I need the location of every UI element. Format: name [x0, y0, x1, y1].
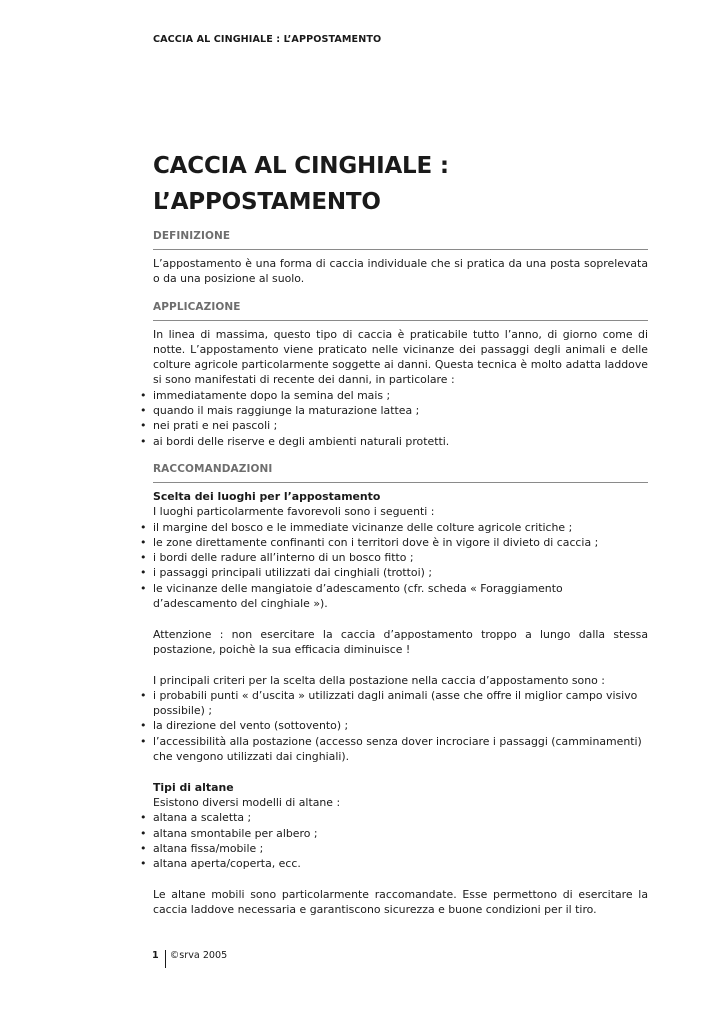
list-item: • le vicinanze delle mangiatoie d’adescamento (cfr. scheda « Foraggiamento d’adescamento del cinghiale »).: [153, 581, 648, 612]
list-item: • quando il mais raggiunge la maturazione lattea ;: [153, 403, 648, 418]
footer-divider: [165, 950, 166, 968]
section-heading-raccomandazioni: RACCOMANDAZIONI: [153, 463, 648, 483]
list-item: • immediatamente dopo la semina del mais ;: [153, 388, 648, 403]
attenzione-note: Attenzione : non esercitare la caccia d’appostamento troppo a lungo dalla stessa postazione, poichè la sua efficacia diminuisce !: [153, 627, 648, 656]
luoghi-intro: I luoghi particolarmente favorevoli sono i seguenti :: [153, 505, 435, 519]
copyright-text: ©srva 2005: [169, 950, 228, 961]
list-item: • altana fissa/mobile ;: [153, 841, 648, 856]
page-number: 1: [152, 950, 159, 961]
list-item: • ai bordi delle riserve e degli ambienti naturali protetti.: [153, 434, 648, 449]
section-heading-definizione: DEFINIZIONE: [153, 230, 648, 250]
list-item: • l’accessibilità alla postazione (accesso senza dover incrociare i passaggi (camminamenti) che vengono utilizzati dai cinghiali).: [153, 734, 648, 765]
document-body: [153, 148, 648, 917]
altane-intro: Esistono diversi modelli di altane :: [153, 795, 341, 809]
list-item: • i bordi delle radure all’interno di un bosco fitto ;: [153, 550, 648, 565]
list-item: • nei prati e nei pascoli ;: [153, 418, 648, 433]
list-item: • il margine del bosco e le immediate vicinanze delle colture agricole critiche ;: [153, 520, 648, 535]
list-item: • i probabili punti « d’uscita » utilizzati dagli animali (asse che offre il miglior campo visivo possibile) ;: [153, 688, 648, 719]
list-item: • altana a scaletta ;: [153, 810, 648, 825]
list-item: • altana aperta/coperta, ecc.: [153, 856, 648, 871]
criteri-intro: I principali criteri per la scelta della postazione nella caccia d’appostamento sono :: [153, 673, 605, 687]
luoghi-list: [153, 520, 648, 612]
criteri-list: [153, 688, 648, 764]
list-item: • i passaggi principali utilizzati dai cinghiali (trottoi) ;: [153, 565, 648, 580]
list-item: • le zone direttamente confinanti con i territori dove è in vigore il divieto di caccia ;: [153, 535, 648, 550]
list-item: • la direzione del vento (sottovento) ;: [153, 718, 648, 733]
list-item: • altana smontabile per albero ;: [153, 826, 648, 841]
page-title: CACCIA AL CINGHIALE : L’APPOSTAMENTO: [153, 153, 449, 215]
definizione-text: L’appostamento è una forma di caccia individuale che si pratica da una posta soprelevata o da una posizione al suolo.: [153, 257, 648, 286]
subheading-luoghi: Scelta dei luoghi per l’appostamento: [153, 489, 381, 503]
applicazione-intro: In linea di massima, questo tipo di caccia è praticabile tutto l’anno, di giorno come di notte. L’appostamento viene praticato nelle vicinanze dei passaggi degli animali e delle colture agricole particolarmente soggette ai danni. Questa tecnica è molto adatta laddove si sono manifestati di recente dei danni, in particolare :: [153, 327, 648, 387]
running-header: CACCIA AL CINGHIALE : L’APPOSTAMENTO: [153, 34, 382, 45]
subheading-altane: Tipi di altane: [153, 780, 234, 794]
section-heading-applicazione: APPLICAZIONE: [153, 301, 648, 321]
conclusione-text: Le altane mobili sono particolarmente raccomandate. Esse permettono di esercitare la caccia laddove necessaria e garantiscono sicurezza e buone condizioni per il tiro.: [153, 887, 648, 916]
applicazione-list: [153, 388, 648, 449]
altane-list: [153, 810, 648, 871]
page-footer: [152, 950, 227, 968]
